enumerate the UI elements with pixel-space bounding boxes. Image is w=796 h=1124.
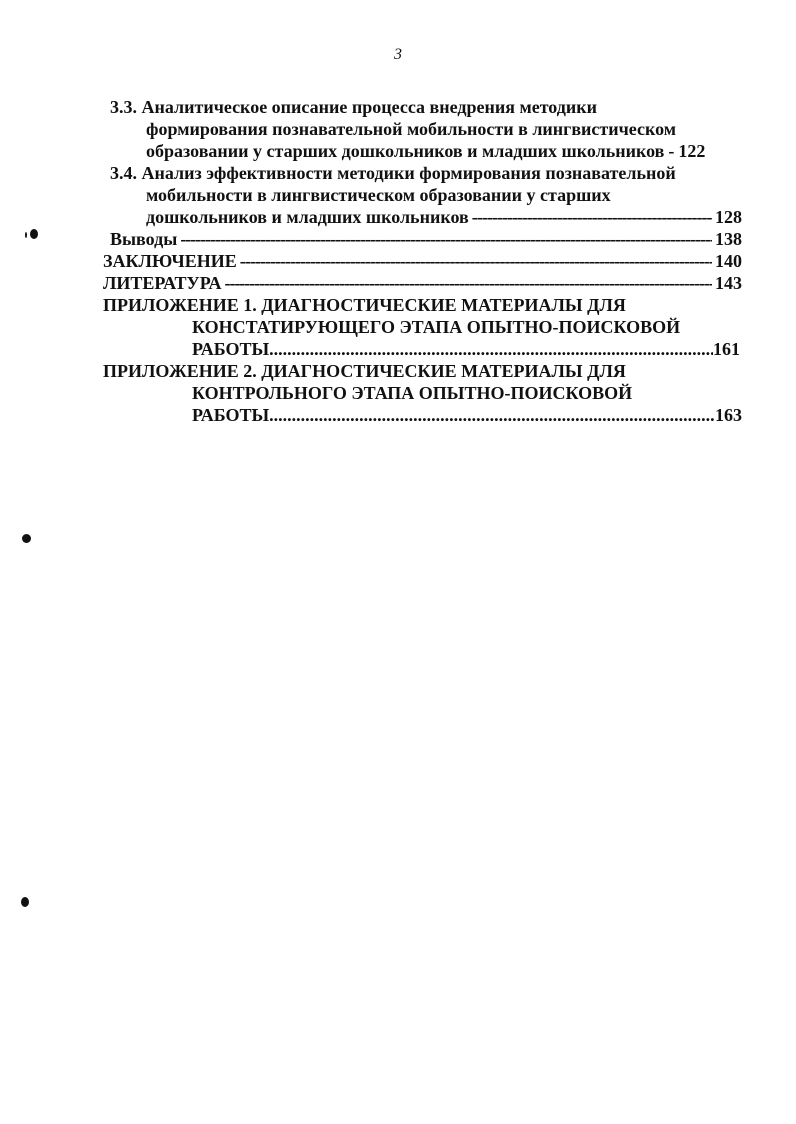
toc-entry-appendix-2-line-3[interactable] <box>192 404 742 426</box>
toc-leader <box>269 338 713 360</box>
toc-entry-3-4-page: 128 <box>715 207 742 227</box>
toc-entry-conclusions-label: Выводы <box>110 229 178 249</box>
scan-speck <box>21 897 29 907</box>
toc-entry-3-4-line-1: 3.4. Анализ эффективности методики формирования познавательной <box>110 163 676 183</box>
toc-entry-conclusions-page: 138 <box>715 229 742 249</box>
toc-entry-appendix-1-line-1: ПРИЛОЖЕНИЕ 1. ДИАГНОСТИЧЕСКИЕ МАТЕРИАЛЫ ДЛЯ <box>103 295 626 315</box>
toc-entry-3-3-line-2: формирования познавательной мобильности в лингвистическом <box>146 119 677 139</box>
scan-speck <box>22 534 31 543</box>
toc-entry-appendix-1-page: 161 <box>713 339 740 359</box>
toc-leader <box>224 272 712 294</box>
toc-entry-3-4-line-2: мобильности в лингвистическом образовании у старших <box>146 185 611 205</box>
toc-entry-3-4-title-end: дошкольников и младших школьников <box>146 207 469 227</box>
toc-entry-literature-label: ЛИТЕРАТУРА <box>103 273 222 293</box>
toc-entry-conclusions[interactable] <box>110 228 742 250</box>
toc-entry-literature[interactable] <box>103 272 742 294</box>
toc-entry-appendix-1-title-end: РАБОТЫ <box>192 339 270 359</box>
toc-entry-appendix-2-title-end: РАБОТЫ <box>192 405 270 425</box>
toc-leader <box>269 404 715 426</box>
page-number: 3 <box>394 46 402 63</box>
scan-speck <box>25 232 27 238</box>
toc-entry-final[interactable] <box>103 250 742 272</box>
toc-entry-appendix-1-line-3[interactable] <box>192 338 740 360</box>
toc-entry-final-label: ЗАКЛЮЧЕНИЕ <box>103 251 237 271</box>
toc-leader <box>240 250 712 272</box>
toc-entry-3-4-line-3[interactable] <box>146 206 742 228</box>
toc-leader <box>180 228 712 250</box>
toc-entry-3-3-line-1: 3.3. Аналитическое описание процесса внедрения методики <box>110 97 598 117</box>
toc-entry-appendix-2-page: 163 <box>715 405 742 425</box>
toc-entry-3-3-dash: - <box>668 141 675 161</box>
toc-leader <box>472 206 712 228</box>
toc-entry-appendix-2-line-2: КОНТРОЛЬНОГО ЭТАПА ОПЫТНО-ПОИСКОВОЙ <box>192 383 633 403</box>
toc-entry-literature-page: 143 <box>715 273 742 293</box>
toc-entry-appendix-2-line-1: ПРИЛОЖЕНИЕ 2. ДИАГНОСТИЧЕСКИЕ МАТЕРИАЛЫ ДЛЯ <box>103 361 626 381</box>
scan-speck <box>30 229 38 239</box>
toc-entry-3-3-line-3[interactable] <box>146 140 742 162</box>
toc-entry-3-3-page: 122 <box>678 141 706 161</box>
toc-entry-appendix-1-line-2: КОНСТАТИРУЮЩЕГО ЭТАПА ОПЫТНО-ПОИСКОВОЙ <box>192 317 681 337</box>
toc-entry-final-page: 140 <box>715 251 742 271</box>
toc-entry-3-3-title-end: образовании у старших дошкольников и младших школьников <box>146 141 665 161</box>
